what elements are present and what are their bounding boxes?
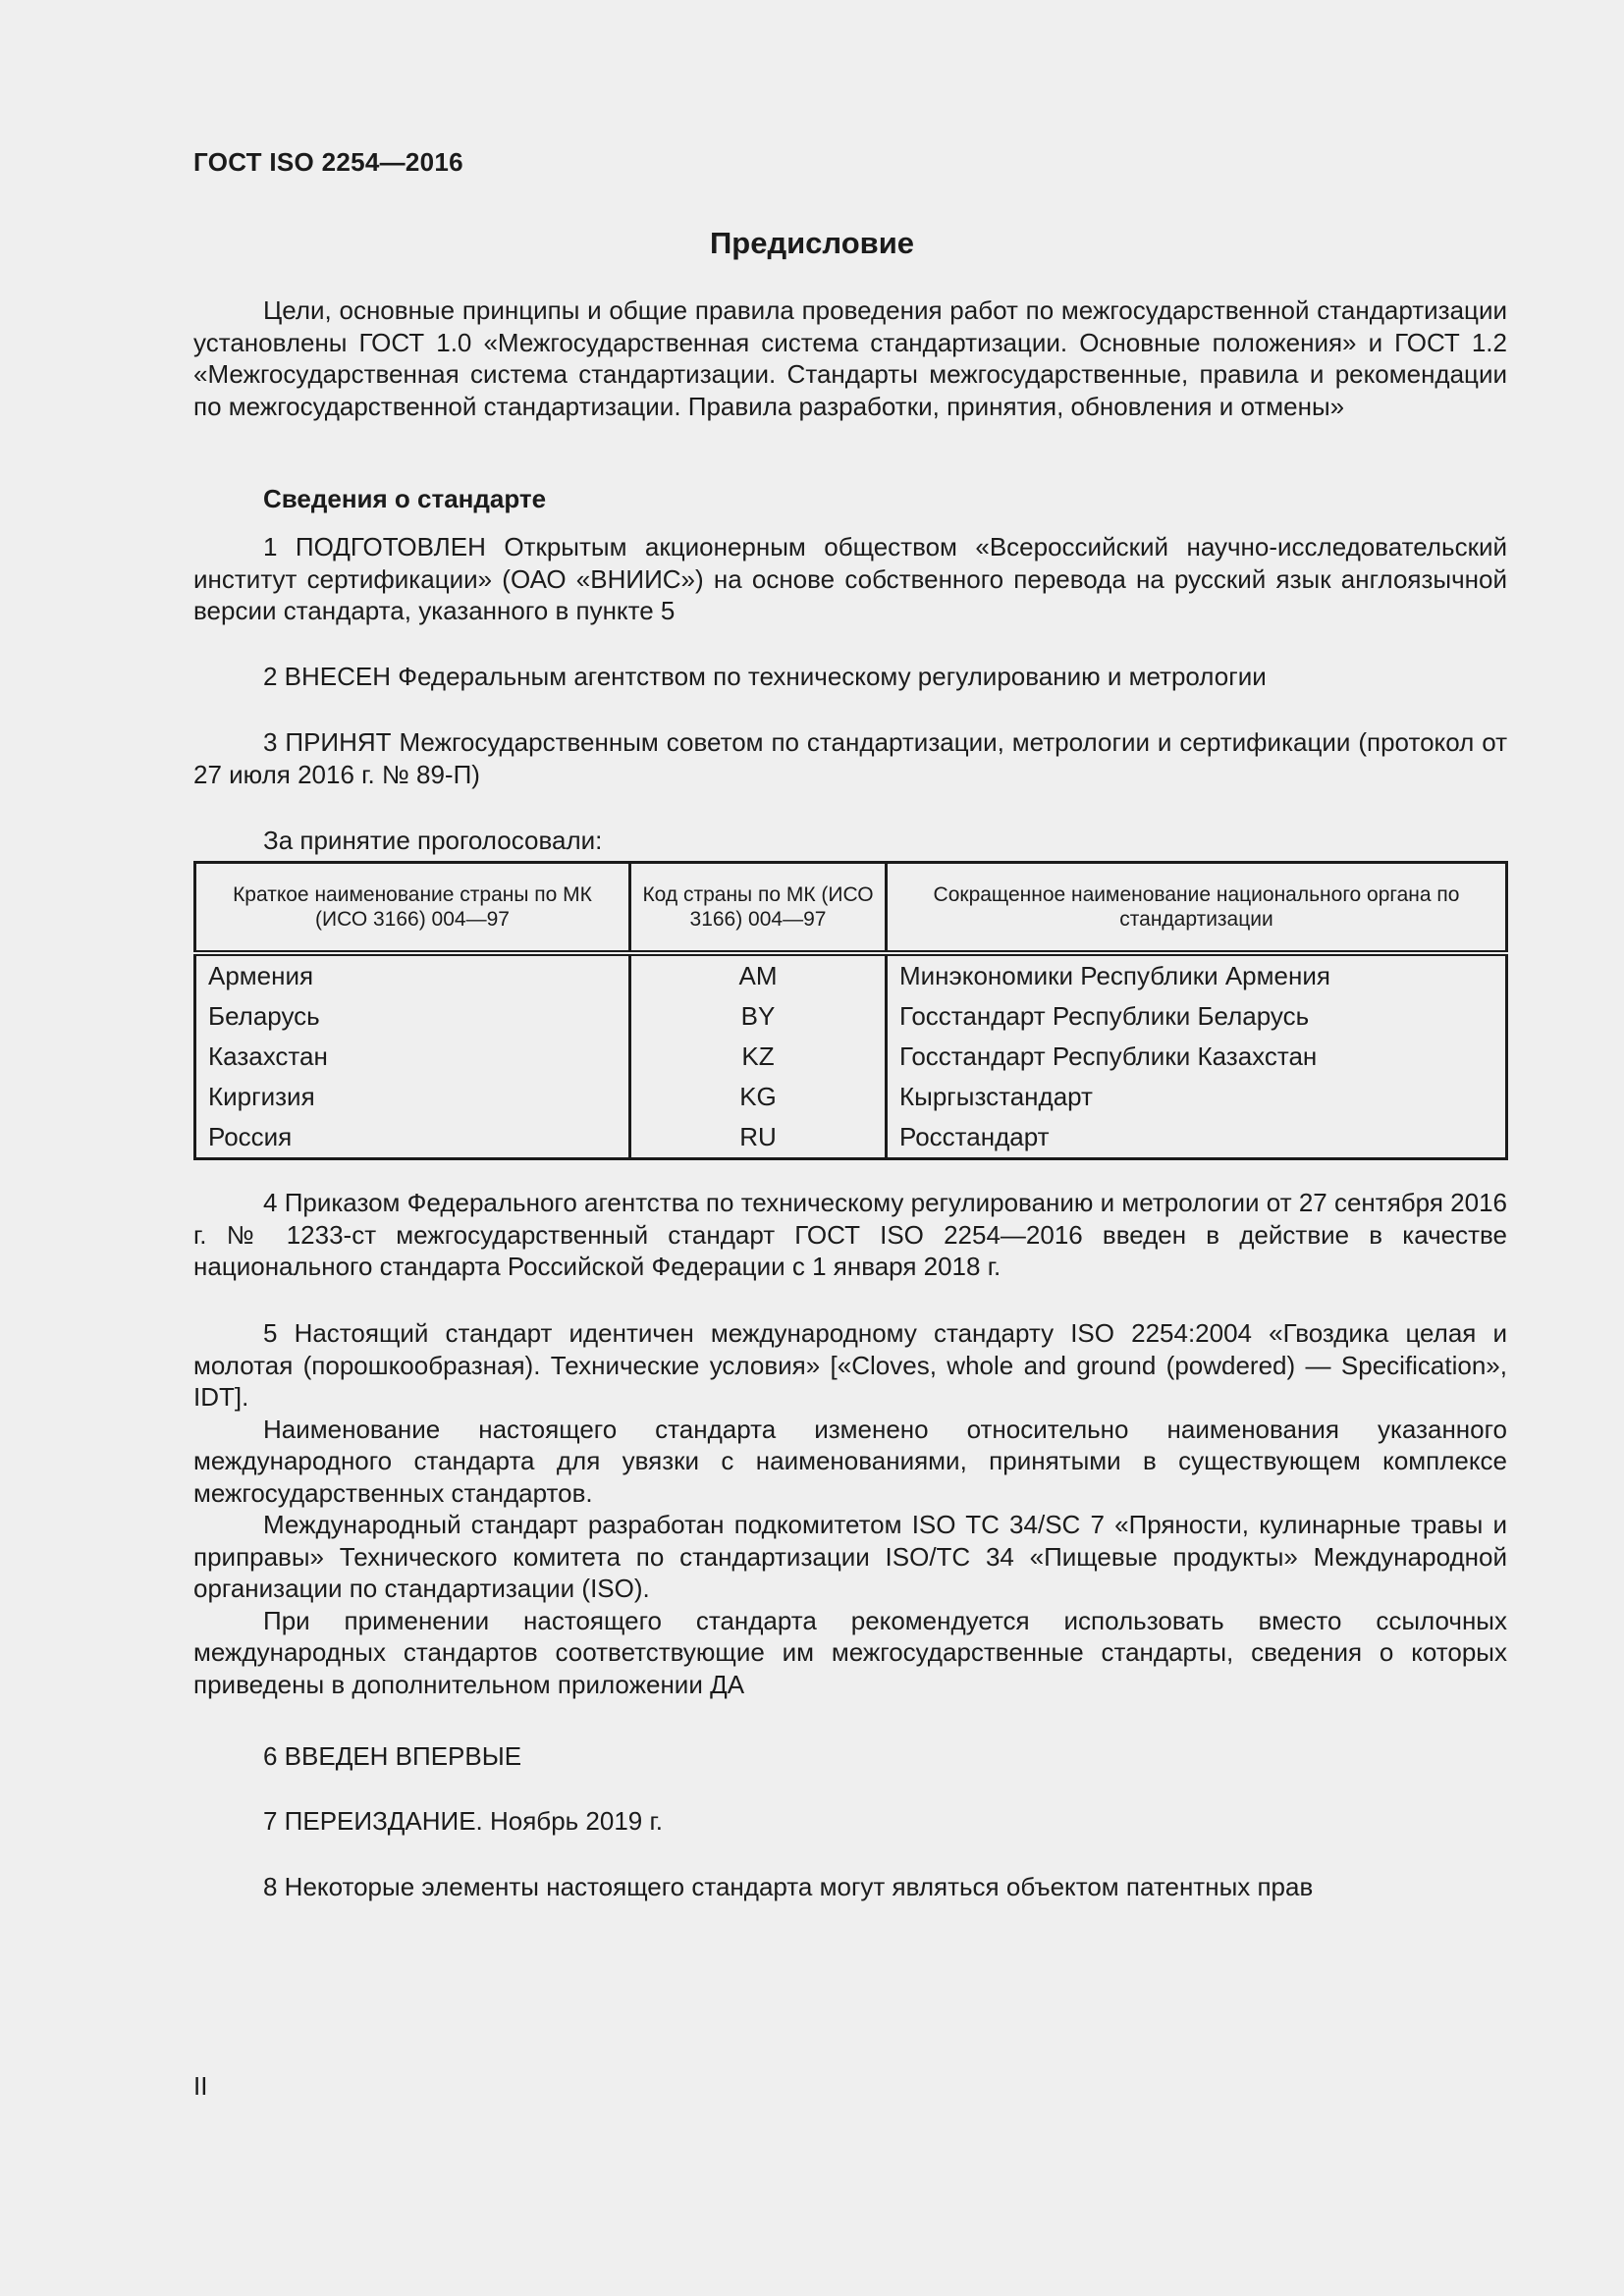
votes-table	[193, 861, 1508, 1160]
table-header-row	[195, 863, 1507, 954]
item4-block	[193, 1187, 1507, 1283]
section-subheading: Сведения о стандарте	[263, 484, 547, 513]
intro-paragraph: Цели, основные принципы и общие правила проведения работ по межгосударственной стандартизации установлены ГОСТ 1.0 «Межгосударственная система стандартизации. Основные положения» и ГОСТ 1.2 «Межгосударственная система стандартизации. Стандарты межгосударственные, правила и рекомендации по межгосударственной стандартизации. Правила разработки, принятия, обновления и отмены»	[193, 295, 1507, 421]
body-cell: Минэкономики Республики Армения	[887, 953, 1507, 996]
item3-paragraph: 3 ПРИНЯТ Межгосударственным советом по стандартизации, метрологии и сертификации (протокол от 27 июля 2016 г. № 89-П)	[193, 727, 1507, 789]
item4-paragraph: 4 Приказом Федерального агентства по техническому регулированию и метрологии от 27 сентября 2016 г. № 1233-ст межгосударственный стандарт ГОСТ ISO 2254—2016 введен в действие в качестве национального стандарта Российской Федерации с 1 января 2018 г.	[193, 1188, 1507, 1281]
body-cell: Госстандарт Республики Казахстан	[887, 1037, 1507, 1077]
votes-label: За принятие проголосовали:	[263, 826, 603, 855]
item5-block	[193, 1317, 1507, 1700]
item7-paragraph: 7 ПЕРЕИЗДАНИЕ. Ноябрь 2019 г.	[263, 1806, 664, 1836]
code-cell: BY	[630, 996, 887, 1037]
item8-paragraph: 8 Некоторые элементы настоящего стандарта могут являться объектом патентных прав	[263, 1872, 1314, 1901]
column-header-country: Краткое наименование страны по МК (ИСО 3166) 004—97	[195, 863, 630, 954]
intro-block	[193, 294, 1507, 422]
item5-paragraph: Международный стандарт разработан подкомитетом ISO TC 34/SC 7 «Пряности, кулинарные травы и приправы» Технического комитета по стандартизации ISO/TC 34 «Пищевые продукты» Международной организации по стандартизации (ISO).	[193, 1510, 1507, 1603]
item1-paragraph: 1 ПОДГОТОВЛЕН Открытым акционерным обществом «Всероссийский научно-исследовательский институт сертификации» (ОАО «ВНИИС») на основе собственного перевода на русский язык англоязычной версии стандарта, указанного в пункте 5	[193, 532, 1507, 625]
item2-paragraph: 2 ВНЕСЕН Федеральным агентством по техническому регулированию и метрологии	[263, 662, 1267, 691]
body-cell: Росстандарт	[887, 1117, 1507, 1159]
item5-paragraph: При применении настоящего стандарта рекомендуется использовать вместо ссылочных международных стандартов соответствующие им межгосударственные стандарты, сведения о которых приведены в дополнительном приложении ДА	[193, 1605, 1507, 1699]
item1-block	[193, 531, 1507, 627]
item3-block	[193, 726, 1507, 790]
column-header-body: Сокращенное наименование национального органа по стандартизации	[887, 863, 1507, 954]
country-cell: Казахстан	[208, 1041, 328, 1071]
table-row	[195, 1117, 1507, 1159]
body-cell: Кыргызстандарт	[887, 1077, 1507, 1117]
code-cell: RU	[630, 1117, 887, 1159]
table-row	[195, 1037, 1507, 1077]
country-cell: Беларусь	[208, 1001, 320, 1031]
code-cell: KZ	[630, 1037, 887, 1077]
item6-paragraph: 6 ВВЕДЕН ВПЕРВЫЕ	[263, 1741, 522, 1771]
country-cell: Киргизия	[208, 1082, 315, 1111]
code-cell: AM	[630, 953, 887, 996]
column-header-code: Код страны по МК (ИСО 3166) 004—97	[630, 863, 887, 954]
item5-paragraph: Наименование настоящего стандарта изменено относительно наименования указанного международного стандарта для увязки с наименованиями, принятыми в существующем комплексе межгосударственных стандартов.	[193, 1414, 1507, 1508]
page-number: II	[193, 2071, 208, 2101]
body-cell: Госстандарт Республики Беларусь	[887, 996, 1507, 1037]
table-row	[195, 996, 1507, 1037]
table-row	[195, 953, 1507, 996]
code-cell: KG	[630, 1077, 887, 1117]
country-cell: Россия	[208, 1122, 293, 1151]
document-header: ГОСТ ISO 2254—2016	[193, 147, 463, 177]
country-cell: Армения	[208, 961, 314, 990]
table-row	[195, 1077, 1507, 1117]
item5-paragraph: 5 Настоящий стандарт идентичен международному стандарту ISO 2254:2004 «Гвоздика целая и молотая (порошкообразная). Технические условия» [«Cloves, whole and ground (powdered) — Specification», IDT].	[193, 1318, 1507, 1412]
page-title: Предисловие	[709, 226, 914, 260]
